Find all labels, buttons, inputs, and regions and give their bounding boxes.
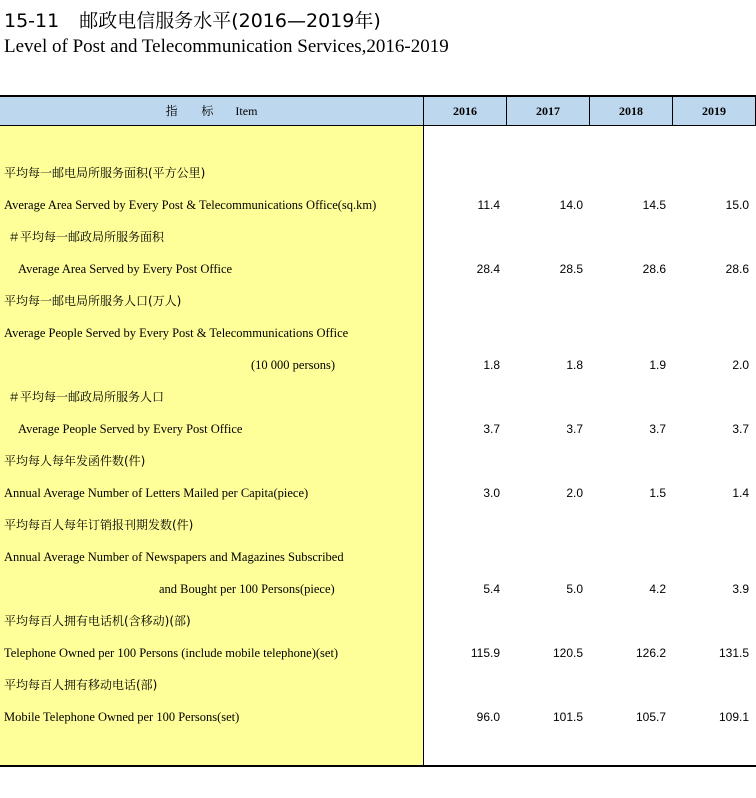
cell-value: 3.7 <box>732 422 749 436</box>
cell-value: 105.7 <box>635 710 666 724</box>
data-table <box>0 95 756 766</box>
table-row <box>0 605 756 637</box>
cell-value: 1.8 <box>566 358 583 372</box>
cell-value: 1.8 <box>483 358 500 372</box>
header-item-cn: 指 标 <box>165 104 224 118</box>
cell-value: 4.2 <box>649 582 666 596</box>
table-row <box>0 189 756 221</box>
table-row <box>0 541 756 573</box>
row-label-en: Average People Served by Every Post & Telecommunications Office <box>4 326 349 340</box>
row-label-en: Average People Served by Every Post Office <box>18 422 243 436</box>
table-row <box>0 669 756 701</box>
row-label-en: Annual Average Number of Newspapers and Magazines Subscribed <box>4 550 344 564</box>
cell-value: 2.0 <box>566 486 583 500</box>
row-label-cn: 平均每百人拥有移动电话(部) <box>4 678 158 692</box>
table-title-cn <box>4 6 381 33</box>
table-bottom-rule <box>0 765 756 767</box>
header-year-2019: 2019 <box>673 97 756 125</box>
row-label-en-unit: (10 000 persons) <box>251 358 336 372</box>
table-row <box>0 221 756 253</box>
row-label-en: Annual Average Number of Letters Mailed per Capita(piece) <box>4 486 309 500</box>
cell-value: 28.5 <box>559 262 583 276</box>
row-label-en: Average Area Served by Every Post & Telecommunications Office(sq.km) <box>4 198 377 212</box>
table-title-en: Level of Post and Telecommunication Services,2016-2019 <box>4 36 449 57</box>
table-row <box>0 445 756 477</box>
table-header <box>0 97 756 126</box>
row-label-en: Mobile Telephone Owned per 100 Persons(set) <box>4 710 240 724</box>
cell-value: 1.5 <box>649 486 666 500</box>
cell-value: 3.9 <box>732 582 749 596</box>
cell-value: 1.4 <box>732 486 749 500</box>
table-row <box>0 253 756 285</box>
table-row <box>0 573 756 605</box>
row-label-en: Telephone Owned per 100 Persons (include mobile telephone)(set) <box>4 646 339 660</box>
cell-value: 14.0 <box>559 198 583 212</box>
cell-value: 3.7 <box>483 422 500 436</box>
header-year-2017: 2017 <box>507 97 590 125</box>
cell-value: 28.6 <box>642 262 666 276</box>
header-item-en: Item <box>235 104 258 118</box>
cell-value: 3.7 <box>566 422 583 436</box>
row-label-cn: 平均每百人每年订销报刊期发数(件) <box>4 518 194 532</box>
row-label-cn: 平均每一邮电局所服务面积(平方公里) <box>4 166 206 180</box>
table-row <box>0 509 756 541</box>
table-row <box>0 381 756 413</box>
table-row <box>0 413 756 445</box>
cell-value: 3.7 <box>649 422 666 436</box>
row-label-cn: ＃平均每一邮政局所服务人口 <box>8 390 165 404</box>
header-year-2018: 2018 <box>590 97 673 125</box>
cell-value: 3.0 <box>483 486 500 500</box>
cell-value: 5.4 <box>483 582 500 596</box>
row-label-en-cont: and Bought per 100 Persons(piece) <box>159 582 335 596</box>
cell-value: 11.4 <box>477 198 500 212</box>
table-row <box>0 477 756 509</box>
cell-value: 120.5 <box>552 646 583 660</box>
cell-value: 28.4 <box>476 262 500 276</box>
cell-value: 28.6 <box>725 262 749 276</box>
row-label-cn: 平均每百人拥有电话机(含移动)(部) <box>4 614 191 628</box>
header-item <box>0 97 424 125</box>
table-title-cn-text: 邮政电信服务水平(2016—2019年) <box>79 10 381 32</box>
cell-value: 14.5 <box>642 198 666 212</box>
header-year-2016: 2016 <box>424 97 507 125</box>
table-row <box>0 157 756 189</box>
row-label-cn: 平均每人每年发函件数(件) <box>4 454 146 468</box>
row-label-cn: 平均每一邮电局所服务人口(万人) <box>4 294 182 308</box>
cell-value: 96.0 <box>476 710 500 724</box>
table-number: 15-11 <box>4 10 60 32</box>
cell-value: 5.0 <box>566 582 583 596</box>
cell-value: 2.0 <box>732 358 749 372</box>
cell-value: 126.2 <box>635 646 666 660</box>
row-label-en: Average Area Served by Every Post Office <box>18 262 233 276</box>
table-row <box>0 317 756 349</box>
table-row <box>0 285 756 317</box>
table-body <box>0 126 756 765</box>
table-row <box>0 637 756 669</box>
cell-value: 15.0 <box>725 198 749 212</box>
cell-value: 131.5 <box>718 646 749 660</box>
table-row <box>0 701 756 733</box>
cell-value: 109.1 <box>718 710 749 724</box>
cell-value: 115.9 <box>470 646 500 660</box>
cell-value: 101.5 <box>552 710 583 724</box>
table-row <box>0 349 756 381</box>
cell-value: 1.9 <box>649 358 666 372</box>
row-label-cn: ＃平均每一邮政局所服务面积 <box>8 230 165 244</box>
